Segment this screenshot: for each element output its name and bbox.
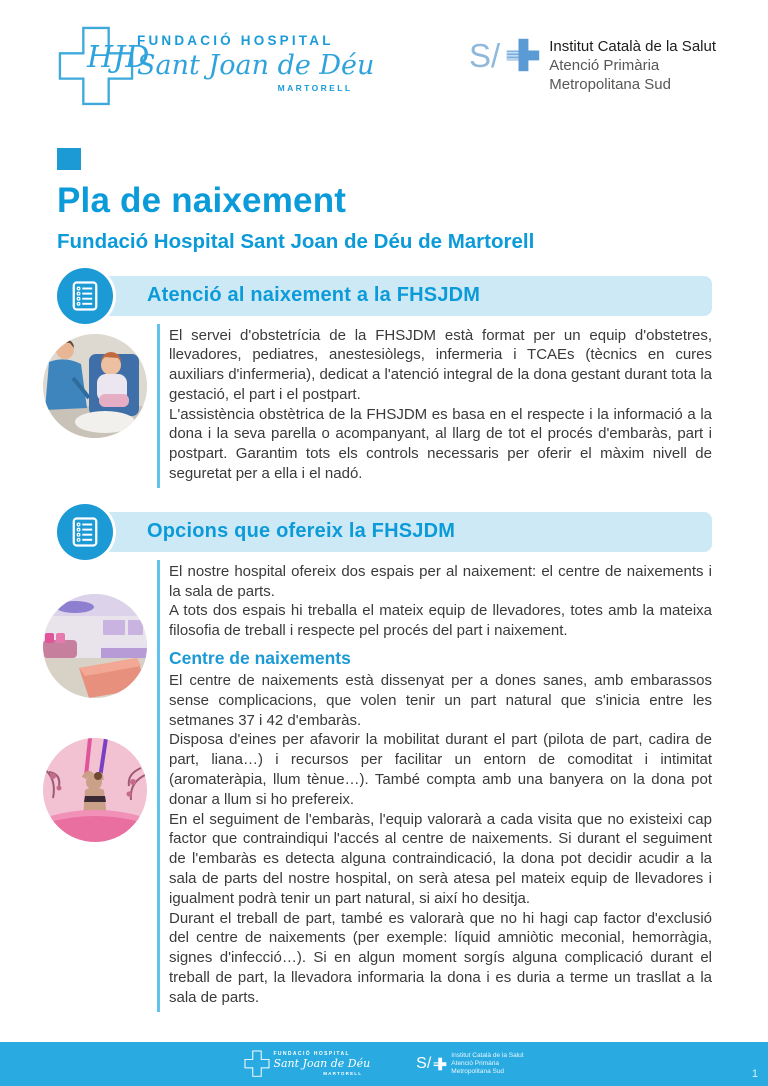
footer-fhsjd-logo bbox=[244, 1050, 370, 1078]
footer-fhsjd-text bbox=[273, 1052, 370, 1076]
ics-logo-text bbox=[549, 37, 716, 95]
section-heading: Opcions que ofereix la FHSJDM bbox=[147, 520, 456, 543]
footer-ics-logo bbox=[416, 1052, 523, 1075]
paragraph: Disposa d'eines per afavorir la mobilitat durant el part (pilota de part, cadira de part, liana…) i recursos per facilitar un entorn de comoditat i intimitat (aromateràpia, llum tènue…). També compta amb una banyera on la dona pot donar a llum si ho prefereix. bbox=[169, 731, 712, 808]
section-header bbox=[57, 268, 712, 324]
page-title: Pla de naixement bbox=[57, 181, 347, 220]
page-subtitle: Fundació Hospital Sant Joan de Déu de Martorell bbox=[57, 229, 535, 253]
health-cross-icon bbox=[433, 1057, 447, 1071]
paragraph: Durant el treball de part, també es valorarà que no hi hagi cap factor d'exclusió del centre de naixements (per exemple: líquid amniòtic meconial, hemorràgia, signes d'infecció…). Si en algun moment sorgís alguna complicació durant el treball de part, la llevadora informaria la dona i es duria a terme un trasllat a la sala de parts. bbox=[169, 909, 712, 1006]
footer-ics-text bbox=[451, 1052, 523, 1075]
paragraph: A tots dos espais hi treballa el mateix equip de llevadores, totes amb la mateixa filosofia de treball i respecte pel procés del part i naixement. bbox=[169, 602, 712, 640]
page-number: 1 bbox=[751, 1068, 758, 1080]
fhsjd-logo-top-line: FUNDACIÓ HOSPITAL bbox=[137, 33, 334, 48]
section-banner bbox=[85, 512, 712, 552]
accent-square bbox=[57, 148, 81, 170]
subsection-heading: Centre de naixements bbox=[169, 648, 351, 669]
media-column bbox=[43, 324, 143, 488]
section-header bbox=[57, 504, 712, 560]
page-footer bbox=[0, 1042, 768, 1086]
ics-logo-mark: S/ bbox=[469, 37, 501, 74]
hospital-cross-icon bbox=[57, 25, 150, 109]
footer-fhsjd-script-line: Sant Joan de Déu bbox=[273, 1056, 371, 1070]
list-clipboard-icon bbox=[57, 504, 113, 560]
footer-fhsjd-top-line: FUNDACIÓ HOSPITAL bbox=[273, 1051, 350, 1058]
ics-logo-line1: Institut Català de la Salut bbox=[549, 38, 716, 55]
footer-ics-line2: Atenció Primària bbox=[451, 1060, 499, 1068]
section-heading: Atenció al naixement a la FHSJDM bbox=[147, 284, 481, 306]
section-content bbox=[57, 560, 712, 1012]
footer-fhsjd-bottom-line: MARTORELL bbox=[323, 1070, 363, 1076]
section-banner bbox=[85, 276, 712, 316]
hospital-cross-icon bbox=[244, 1050, 270, 1078]
paragraph: L'assistència obstètrica de la FHSJDM es basa en el respecte i la informació a la dona i la seva parella o acompanyant, al llarg de tot el procés d'embaràs, part i postpart. Garantim tots els controls necessaris per oferir el màxim nivell de seguretat per a ella i el nadó. bbox=[169, 405, 712, 483]
photo-midwife-and-mother bbox=[43, 334, 147, 438]
paragraph: El nostre hospital ofereix dos espais per al naixement: el centre de naixements i la sala de parts. bbox=[169, 562, 712, 600]
section-opcions-fhsjdm bbox=[57, 504, 768, 1012]
list-clipboard-icon bbox=[57, 268, 113, 324]
text-column bbox=[157, 560, 712, 1012]
health-cross-icon bbox=[505, 37, 541, 73]
fhsjd-hospital-logo bbox=[57, 25, 374, 109]
ics-logo-line3: Metropolitana Sud bbox=[549, 75, 671, 93]
page-header bbox=[0, 0, 768, 110]
ics-logo-line2: Atenció Primària bbox=[549, 56, 660, 74]
fhsjd-logo-text bbox=[137, 25, 374, 93]
fhsjd-logo-bottom-line: MARTORELL bbox=[277, 83, 353, 94]
photo-birth-pool-liana bbox=[43, 738, 147, 842]
media-column bbox=[43, 560, 143, 1012]
text-column bbox=[157, 324, 712, 488]
photo-birth-center-room bbox=[43, 594, 147, 698]
section-content bbox=[57, 324, 712, 488]
footer-ics-mark: S/ bbox=[416, 1054, 432, 1072]
fhsjd-logo-script-line: Sant Joan de Déu bbox=[137, 50, 375, 81]
footer-ics-line1: Institut Català de la Salut bbox=[451, 1052, 524, 1060]
fhsjd-monogram: HJD bbox=[87, 40, 150, 75]
section-atencio-naixement bbox=[57, 268, 768, 488]
footer-ics-line3: Metropolitana Sud bbox=[451, 1067, 505, 1075]
paragraph: El centre de naixements està dissenyat per a dones sanes, amb embarassos sense complicacions, que volen tenir un part natural que s'inicia entre les setmanes 37 i 42 d'embaràs. bbox=[169, 672, 712, 729]
paragraph: El servei d'obstetrícia de la FHSJDM està format per un equip d'obstetres, llevadores, pediatres, anestesiòlegs, infermeria i TCAEs (tècnics en cures auxiliars d'infermeria), dedicat a l'atenció integral de la dona gestant durant tota la gestació, el part i el postpart. bbox=[169, 326, 712, 403]
paragraph: En el seguiment de l'embaràs, l'equip valorarà a cada visita que no existeixi cap factor que contraindiqui l'accés al centre de naixements. Si durant el seguiment de l'embaràs es detecta alguna contraindicació, la dona pot decidir acudir a la sala de parts del nostre hospital, on serà atesa pel mateix equip de llevadores i igualment podrà tenir un part natural, si així ho desitja. bbox=[169, 810, 712, 907]
ics-logo bbox=[469, 37, 716, 95]
